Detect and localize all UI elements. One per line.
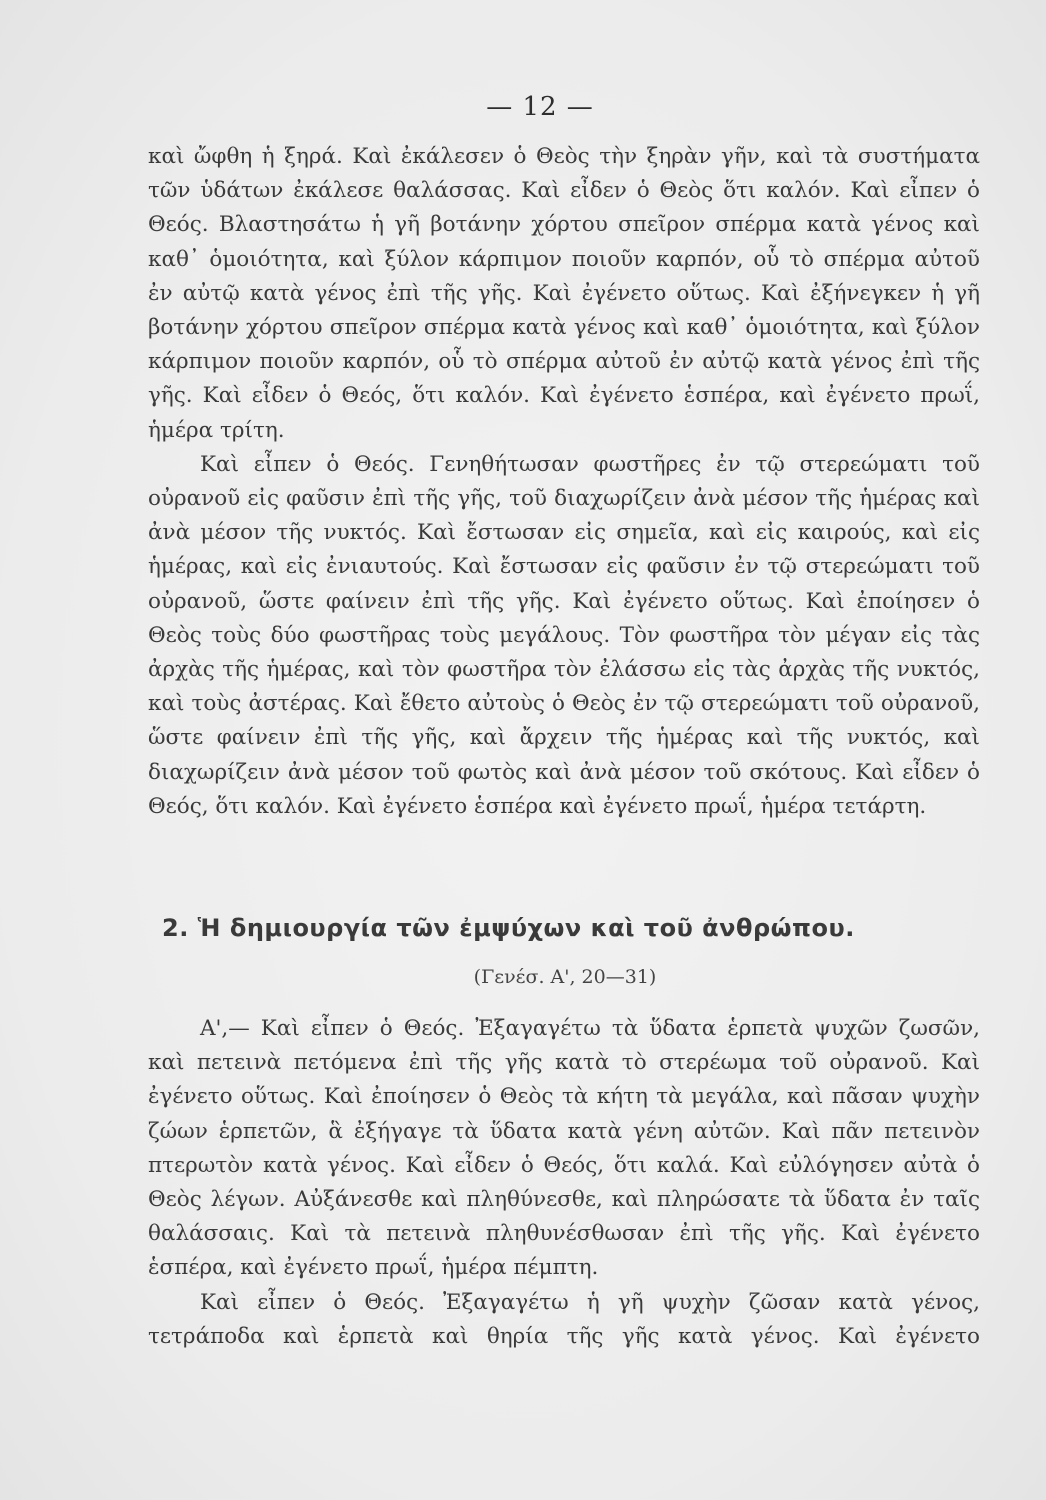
section-2-reference: (Γενέσ. Α', 20—31) (473, 966, 657, 988)
section-2-paragraph-2: Καὶ εἶπεν ὁ Θεός. Ἐξαγαγέτω ἡ γῆ ψυχὴν ζῶσαν κατὰ γένος, τετράποδα καὶ ἑρπετὰ καὶ θηρία τῆς γῆς κατὰ γένος. Καὶ ἐγένετο (148, 1289, 980, 1349)
section-1-text (148, 140, 980, 824)
section-2-text (148, 1012, 980, 1354)
section-2-heading: 2. Ἡ δημιουργία τῶν ἐμψύχων καὶ τοῦ ἀνθρώπου. (162, 914, 855, 942)
page-number: — 12 — (486, 92, 594, 122)
section-2-paragraph-1: Α',— Καὶ εἶπεν ὁ Θεός. Ἐξαγαγέτω τὰ ὕδατα ἑρπετὰ ψυχῶν ζωσῶν, καὶ πετεινὰ πετόμενα ἐπὶ τῆς γῆς κατὰ τὸ στερέωμα τοῦ οὐρανοῦ. Καὶ ἐγένετο οὕτως. Καὶ ἐποίησεν ὁ Θεὸς τὰ κήτη τὰ μεγάλα, καὶ πᾶσαν ψυχὴν ζώων ἑρπετῶν, ἃ ἐξήγαγε τὰ ὕδατα κατὰ γένη αὐτῶν. Καὶ πᾶν πετεινὸν πτερωτὸν κατὰ γένος. Καὶ εἶδεν ὁ Θεός, ὅτι καλά. Καὶ εὐλόγησεν αὐτὰ ὁ Θεὸς λέγων. Αὐξάνεσθε καὶ πληθύνεσθε, καὶ πληρώσατε τὰ ὕδατα ἐν ταῖς θαλάσσαις. Καὶ τὰ πετεινὰ πληθυνέσθωσαν ἐπὶ τῆς γῆς. Καὶ ἐγένετο ἑσπέρα, καὶ ἐγένετο πρωΐ, ἡμέρα πέμπτη. (148, 1016, 980, 1281)
section-1-paragraph-2: Καὶ εἶπεν ὁ Θεός. Γενηθήτωσαν φωστῆρες ἐν τῷ στερεώματι τοῦ οὐρανοῦ εἰς φαῦσιν ἐπὶ τῆς γῆς, τοῦ διαχωρίζειν ἀνὰ μέσον τῆς ἡμέρας καὶ ἀνὰ μέσον τῆς νυκτός. Καὶ ἔστωσαν εἰς σημεῖα, καὶ εἰς καιρούς, καὶ εἰς ἡμέρας, καὶ εἰς ἐνιαυτούς. Καὶ ἔστωσαν εἰς φαῦσιν ἐν τῷ στερεώματι τοῦ οὐρανοῦ, ὥστε φαίνειν ἐπὶ τῆς γῆς. Καὶ ἐγένετο οὕτως. Καὶ ἐποίησεν ὁ Θεὸς τοὺς δύο φωστῆρας τοὺς μεγάλους. Τὸν φωστῆρα τὸν μέγαν εἰς τὰς ἀρχὰς τῆς ἡμέρας, καὶ τὸν φωστῆρα τὸν ἐλάσσω εἰς τὰς ἀρχὰς τῆς νυκτός, καὶ τοὺς ἀστέρας. Καὶ ἔθετο αὐτοὺς ὁ Θεὸς ἐν τῷ στερεώματι τοῦ οὐρανοῦ, ὥστε φαίνειν ἐπὶ τῆς γῆς, καὶ ἄρχειν τῆς ἡμέρας καὶ τῆς νυκτός, καὶ διαχωρίζειν ἀνὰ μέσον τοῦ φωτὸς καὶ ἀνὰ μέσον τοῦ σκότους. Καὶ εἶδεν ὁ Θεός, ὅτι καλόν. Καὶ ἐγένετο ἑσπέρα καὶ ἐγένετο πρωΐ, ἡμέρα τετάρτη. (148, 451, 980, 819)
section-1-paragraph-1: καὶ ὤφθη ἡ ξηρά. Καὶ ἐκάλεσεν ὁ Θεὸς τὴν ξηρὰν γῆν, καὶ τὰ συστήματα τῶν ὑδάτων ἐκάλεσε θαλάσσας. Καὶ εἶδεν ὁ Θεὸς ὅτι καλόν. Καὶ εἶπεν ὁ Θεός. Βλαστησάτω ἡ γῆ βοτάνην χόρτου σπεῖρον σπέρμα κατὰ γένος καὶ καθ᾽ ὁμοιότητα, καὶ ξύλον κάρπιμον ποιοῦν καρπόν, οὗ τὸ σπέρμα αὐτοῦ ἐν αὐτῷ κατὰ γένος ἐπὶ τῆς γῆς. Καὶ ἐγένετο οὕτως. Καὶ ἐξήνεγκεν ἡ γῆ βοτάνην χόρτου σπεῖρον σπέρμα κατὰ γένος καὶ καθ᾽ ὁμοιότητα, καὶ ξύλον κάρπιμον ποιοῦν καρπόν, οὗ τὸ σπέρμα αὐτοῦ ἐν αὐτῷ κατὰ γένος ἐπὶ τῆς γῆς. Καὶ εἶδεν ὁ Θεός, ὅτι καλόν. Καὶ ἐγένετο ἑσπέρα, καὶ ἐγένετο πρωΐ, ἡμέρα τρίτη. (148, 144, 980, 443)
